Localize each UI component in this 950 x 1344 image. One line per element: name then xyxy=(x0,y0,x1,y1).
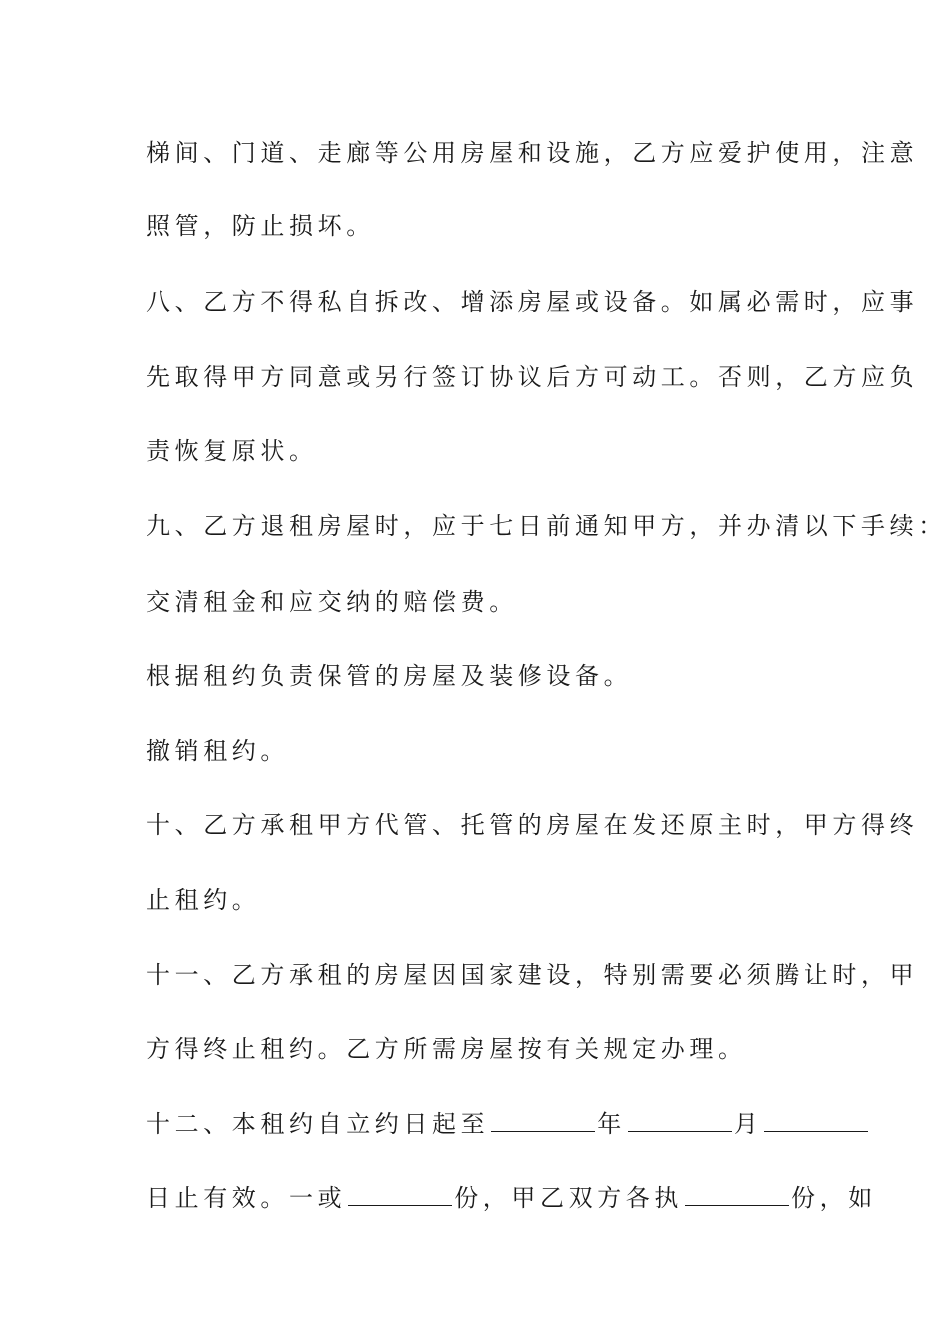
text-line: 十、乙方承租甲方代管、托管的房屋在发还原主时，甲方得终 xyxy=(146,811,919,839)
month-blank xyxy=(628,1109,732,1132)
text-line: 责恢复原状。 xyxy=(146,437,318,465)
text-line: 交清租金和应交纳的赔偿费。 xyxy=(146,588,518,616)
copies-each-blank xyxy=(685,1183,789,1206)
text-line: 根据租约负责保管的房屋及装修设备。 xyxy=(146,662,633,690)
text-line: 九、乙方退租房屋时，应于七日前通知甲方，并办清以下手续： xyxy=(146,512,947,540)
copies-prefix: 日止有效。一或 xyxy=(146,1184,347,1212)
text-line: 照管，防止损坏。 xyxy=(146,212,375,240)
day-blank xyxy=(764,1109,868,1132)
text-line: 八、乙方不得私自拆改、增添房屋或设备。如属必需时，应事 xyxy=(146,288,919,316)
copies-suffix: 份，如 xyxy=(791,1184,877,1212)
text-line-term xyxy=(146,1109,826,1139)
text-line: 方得终止租约。乙方所需房屋按有关规定办理。 xyxy=(146,1035,747,1063)
text-line-copies xyxy=(146,1183,877,1213)
month-label: 月 xyxy=(733,1110,763,1138)
text-line: 十一、乙方承租的房屋因国家建设，特别需要必须腾让时，甲 xyxy=(146,961,919,989)
term-prefix: 十二、本租约自立约日起至 xyxy=(146,1110,490,1138)
text-line: 先取得甲方同意或另行签订协议后方可动工。否则，乙方应负 xyxy=(146,363,919,391)
text-line: 梯间、门道、走廊等公用房屋和设施，乙方应爱护使用，注意 xyxy=(146,139,919,167)
text-line: 止租约。 xyxy=(146,886,261,914)
copies-mid: 份，甲乙双方各执 xyxy=(454,1184,684,1212)
year-blank xyxy=(491,1109,595,1132)
year-label: 年 xyxy=(597,1110,626,1138)
text-line: 撤销租约。 xyxy=(146,737,289,765)
copies-total-blank xyxy=(348,1183,452,1206)
